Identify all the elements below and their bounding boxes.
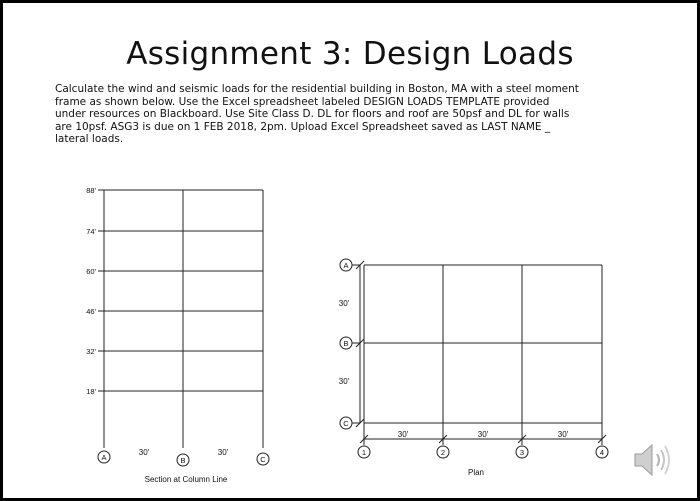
column-line-label: 3 [519, 448, 525, 457]
plan-caption: Plan [467, 468, 485, 477]
elevation-label: 46' [86, 307, 96, 316]
elevation-label: 60' [86, 267, 96, 276]
row-line-label: C [343, 419, 349, 428]
section-elevation-labels [86, 186, 96, 396]
bay-dimension: 30' [217, 448, 229, 457]
elevation-label: 18' [86, 387, 96, 396]
assignment-instructions: Calculate the wind and seismic loads for the residential building in Boston, MA with a steel moment frame as shown below. Use the Excel spreadsheet labeled DESIGN LOADS TEMPLATE provided under resources on Blackboard. Use Site Class D. DL for floors and roof are 50psf and DL for walls are 10psf. ASG3 is due on 1 FEB 2018, 2pm. Upload Excel Spreadsheet saved as LAST NAME _ lateral loads. [55, 83, 579, 146]
section-drawing [98, 190, 269, 466]
speaker-icon[interactable] [631, 440, 675, 485]
slide [3, 3, 697, 498]
plan-column-labels [362, 448, 604, 457]
plan-drawing [340, 259, 608, 458]
column-line-label: B [180, 456, 186, 465]
section-column-labels [101, 453, 266, 465]
elevation-label: 74' [86, 227, 96, 236]
slide-title: Assignment 3: Design Loads [126, 36, 574, 72]
column-line-label: 1 [361, 448, 367, 457]
elevation-label: 88' [86, 186, 96, 195]
column-line-label: 4 [599, 448, 605, 457]
row-dimension: 30' [338, 377, 350, 386]
column-dimension: 30' [397, 430, 409, 439]
column-line-label: 2 [440, 448, 446, 457]
plan-row-labels [343, 261, 349, 428]
section-caption: Section at Column Line [144, 475, 228, 484]
column-dimension: 30' [557, 430, 569, 439]
row-line-label: A [343, 261, 349, 270]
column-dimension: 30' [477, 430, 489, 439]
structural-drawings [3, 3, 697, 498]
column-line-label: C [260, 455, 266, 464]
column-line-label: A [101, 453, 107, 462]
bay-dimension: 30' [138, 448, 150, 457]
row-dimension: 30' [338, 299, 350, 308]
elevation-label: 32' [86, 347, 96, 356]
plan-column-dimensions [398, 430, 569, 439]
row-line-label: B [343, 339, 349, 348]
